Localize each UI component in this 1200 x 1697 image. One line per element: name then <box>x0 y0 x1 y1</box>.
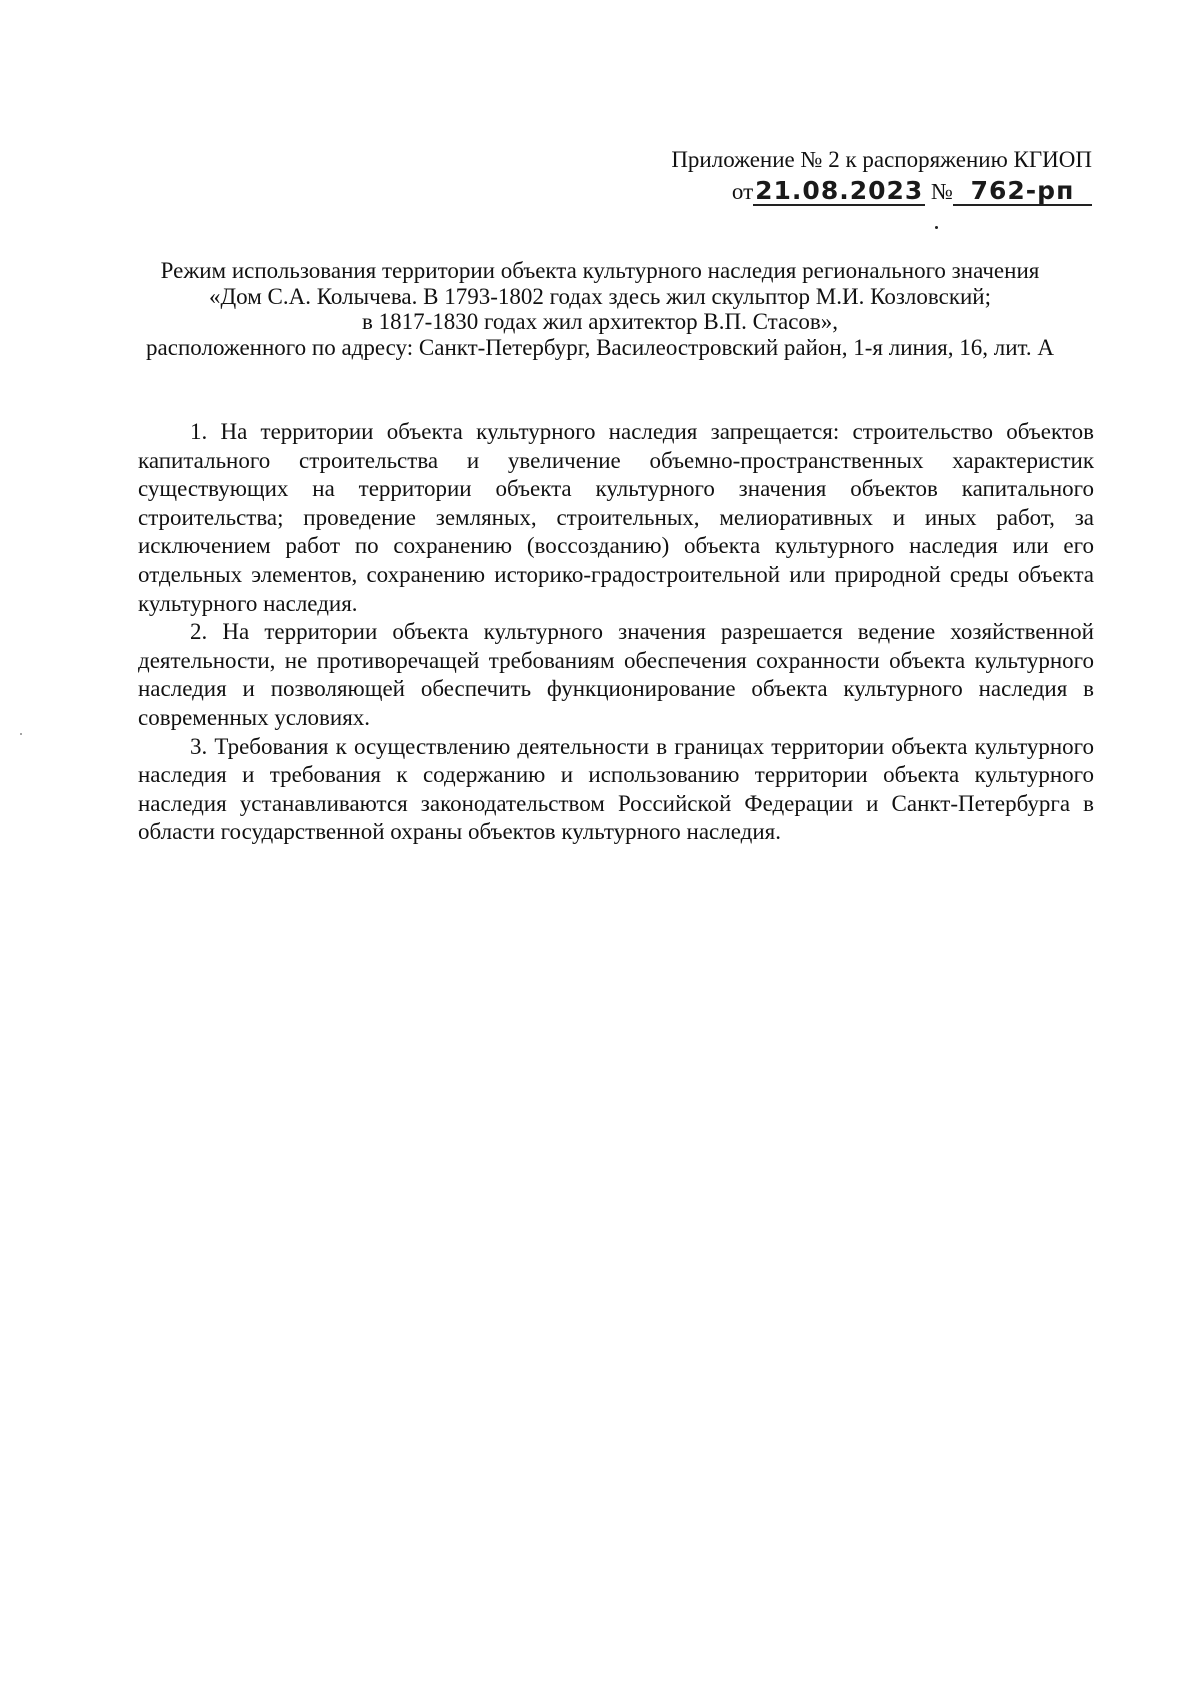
appendix-header <box>671 145 1092 207</box>
from-label: от <box>731 179 754 204</box>
number-sign: № <box>931 179 953 204</box>
title-line: Режим использования территории объекта культурного наследия регионального значения <box>160 258 1040 283</box>
document-body <box>138 418 1094 847</box>
title-line: в 1817-1830 годах жил архитектор В.П. Стасов», <box>361 309 839 334</box>
paragraph-1: 1. На территории объекта культурного наследия запрещается: строительство объектов капитального строительства и увеличение объемно-пространственных характеристик существующих на территории объекта культурного значения объектов капитального строительства; проведение земляных, строительных, мелиоративных и иных работ, за исключением работ по сохранению (воссозданию) объекта культурного наследия или его отдельных элементов, сохранению историко-градостроительной или природной среды объекта культурного наследия. <box>138 419 1094 616</box>
paragraph-2: 2. На территории объекта культурного значения разрешается ведение хозяйственной деятельности, не противоречащей требованиям обеспечения сохранности объекта культурного наследия и позволяющей обеспечить функционирование объекта культурного наследия в современных условиях. <box>138 619 1094 730</box>
scan-speck <box>20 733 22 735</box>
scan-speck <box>935 226 938 229</box>
handwritten-date: 21.08.2023 <box>755 176 924 205</box>
title-line: «Дом С.А. Колычева. В 1793-1802 годах здесь жил скульптор М.И. Козловский; <box>208 283 991 309</box>
appendix-reference: Приложение № 2 к распоряжению КГИОП <box>671 147 1092 172</box>
appendix-date-number-line <box>671 177 1092 207</box>
paragraph-3: 3. Требования к осуществлению деятельности в границах территории объекта культурного наследия и требования к содержанию и использованию территории объекта культурного наследия устанавливаются законодательством Российской Федерации и Санкт-Петербурга в области государственной охраны объектов культурного наследия. <box>138 733 1094 845</box>
document-title <box>120 258 1080 360</box>
handwritten-number: 762-рп <box>953 178 1092 206</box>
title-line: расположенного по адресу: Санкт-Петербург, Василеостровский район, 1-я линия, 16, лит. А <box>146 334 1054 360</box>
